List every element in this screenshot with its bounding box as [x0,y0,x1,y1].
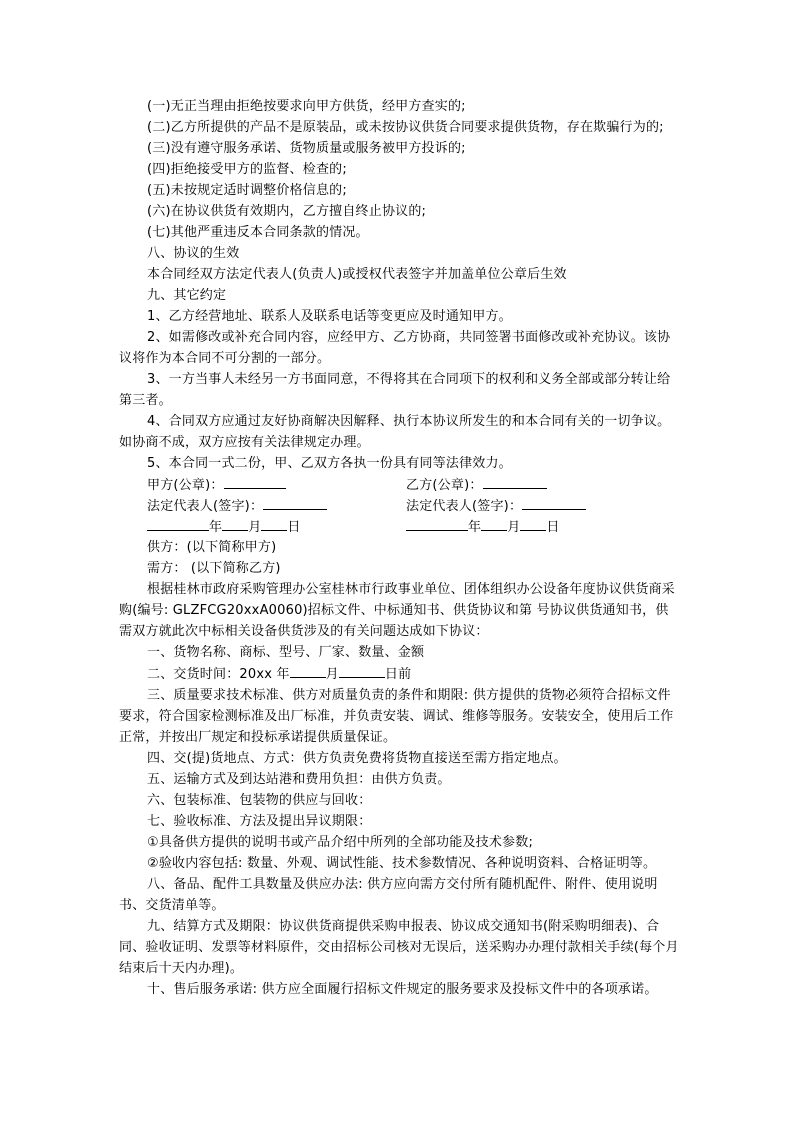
date-b-month-blank [481,516,507,531]
term-1: 一、货物名称、商标、型号、厂家、数量、金额 [147,645,425,660]
date-a-year-blank [147,516,209,531]
date-a-month-blank [222,516,248,531]
clause-line-1: (一)无正当理由拒绝按要求向甲方供货，经甲方查实的; [147,99,466,114]
term-2-day-blank [339,663,385,678]
date-a-month: 月 [248,520,262,535]
term-2-month-blank [290,663,326,678]
date-b-day: 日 [546,520,560,535]
party-b-seal-label: 乙方(公章)： [406,478,483,493]
date-b-year-blank [406,516,468,531]
date-b-month: 月 [507,520,521,535]
term-2-day: 日前 [384,667,412,682]
date-b-year: 年 [468,520,482,535]
document-body [119,96,679,1000]
term-10: 十、售后服务承诺: 供方应全面履行招标文件规定的服务要求及投标文件中的各项承诺。 [147,982,658,997]
other-item-4: 4、合同双方应通过友好协商解决因解释、执行本协议所发生的和本合同有关的一切争议。如协商不成，双方应按有关法律规定办理。 [119,414,671,450]
seal-row [119,474,679,495]
term-2 [119,663,679,685]
term-7-item-2: ②验收内容包括: 数量、外观、调试性能、技术参数情况、各种说明资料、合格证明等。 [147,856,657,871]
clause-line-7: (七)其他严重违反本合同条款的情况。 [147,225,369,240]
term-7-item-1: ①具备供方提供的说明书或产品介绍中所列的全部功能及技术参数; [147,835,534,850]
term-6: 六、包装标准、包装物的供应与回收： [147,793,372,808]
rep-a-label: 法定代表人(签字)： [147,499,264,514]
clause-line-5: (五)未按规定适时调整价格信息的; [147,183,347,198]
section-heading-9: 九、其它约定 [147,288,227,303]
term-8: 八、备品、配件工具数量及供应办法: 供方应向需方交付所有随机配件、附件、使用说明书、交货清单等。 [119,877,658,913]
rep-a-blank [263,495,327,510]
supplier-line: 供方：(以下简称甲方) [147,540,277,555]
term-9: 九、结算方式及期限：协议供货商提供采购申报表、协议成交通知书(附采购明细表)、合同、验收证明、发票等材料原件，交由招标公司核对无误后，送采购办办理付款相关手续(每个月结束后十天内办理)。 [119,919,679,976]
clause-line-2: (二)乙方所提供的产品不是原装品，或未按协议供货合同要求提供货物，存在欺骗行为的; [147,120,664,135]
party-b-seal-blank [483,474,547,489]
term-2-prefix: 二、交货时间：20xx 年 [147,667,290,682]
date-a-day-blank [261,516,287,531]
clause-line-6: (六)在协议供货有效期内，乙方擅自终止协议的; [147,204,427,219]
representative-row [119,495,679,516]
party-a-seal-blank [224,474,286,489]
date-a-year: 年 [209,520,223,535]
other-item-1: 1、乙方经营地址、联系人及联系电话等变更应及时通知甲方。 [147,309,512,324]
rep-b-blank [522,495,586,510]
other-item-3: 3、一方当事人未经另一方书面同意，不得将其在合同项下的权利和义务全部或部分转让给第三者。 [119,372,671,408]
clause-line-3: (三)没有遵守服务承诺、货物质量或服务被甲方投诉的; [147,141,466,156]
other-item-5: 5、本合同一式二份，甲、乙双方各执一份具有同等法律效力。 [147,456,512,471]
other-item-2: 2、如需修改或补充合同内容，应经甲方、乙方协商，共同签署书面修改或补充协议。该协议将作为本合同不可分割的一部分。 [119,330,671,366]
section-heading-8: 八、协议的生效 [147,246,240,261]
party-a-seal-label: 甲方(公章)： [147,478,224,493]
rep-b-label: 法定代表人(签字)： [406,499,523,514]
term-7: 七、验收标准、方法及提出异议期限： [147,814,372,829]
date-a-day: 日 [287,520,301,535]
term-4: 四、交(提)货地点、方式：供方负责免费将货物直接送至需方指定地点。 [147,751,567,766]
term-3: 三、质量要求技术标准、供方对质量负责的条件和期限: 供方提供的货物必须符合招标文件要求，符合国家检测标准及出厂标准，并负责安装、调试、维修等服务。安装安全，使用后工作正常，并按出厂规定和投标承诺提供质量保证。 [119,688,674,745]
date-row [119,516,679,537]
agreement-intro: 根据桂林市政府采购管理办公室桂林市行政事业单位、团体组织办公设备年度协议供货商采购(编号: GLZFCG20xxA0060)招标文件、中标通知书、供货协议和第 号协议供货通知书，供需双方就此次中标相关设备供货涉及的有关问题达成如下协议： [119,582,676,639]
term-5: 五、运输方式及到达站港和费用负担：由供方负责。 [147,772,451,787]
term-2-month: 月 [325,667,339,682]
date-b-day-blank [520,516,546,531]
effect-clause: 本合同经双方法定代表人(负责人)或授权代表签字并加盖单位公章后生效 [147,267,567,282]
demander-line: 需方： (以下简称乙方) [147,561,281,576]
clause-line-4: (四)拒绝接受甲方的监督、检查的; [147,162,347,177]
